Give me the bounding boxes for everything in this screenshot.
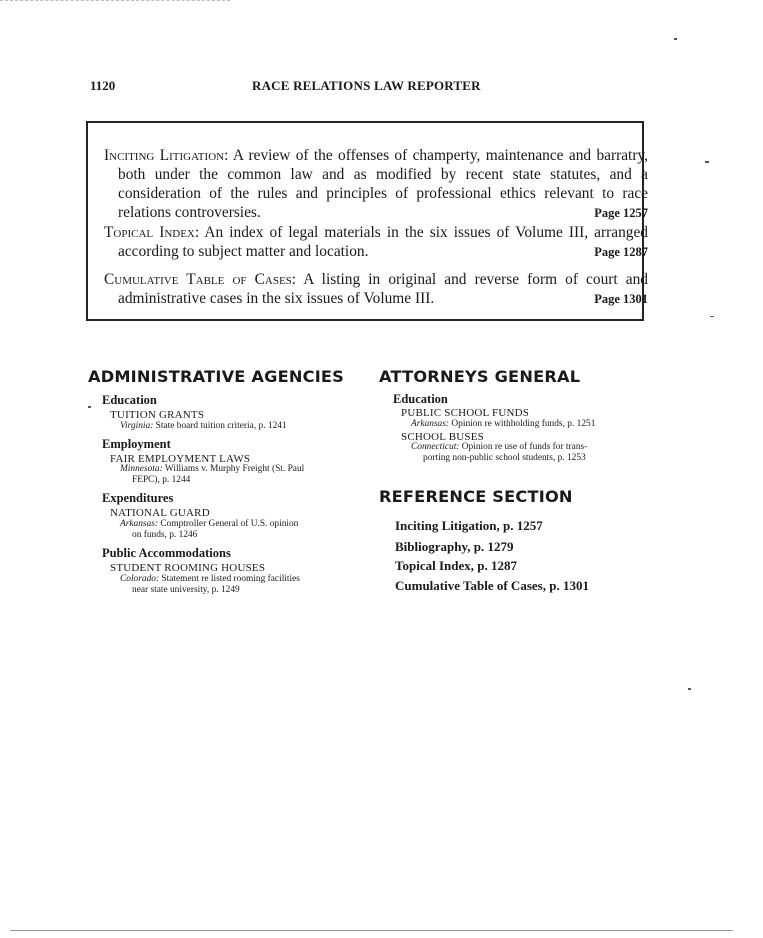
scan-speck — [88, 406, 91, 408]
public-school-funds-subhead: PUBLIC SCHOOL FUNDS — [401, 407, 530, 419]
ref-inciting-litigation: Inciting Litigation, p. 1257 — [395, 518, 543, 533]
connecticut-entry: Connecticut: Opinion re use of funds for trans- — [411, 442, 588, 452]
entry-title: Cumulative Table of Cases — [104, 271, 292, 288]
arkansas-ag-entry: Arkansas: Opinion re withholding funds, p. 1251 — [411, 419, 596, 429]
admin-education-label: Education — [102, 393, 157, 407]
colorado-entry: Colorado: Statement re listed rooming facilities — [120, 574, 300, 584]
entry-title: Inciting Litigation — [104, 147, 225, 164]
box-entry-inciting-litigation — [104, 146, 648, 223]
entry-page: Page 1257 — [594, 206, 648, 220]
feature-box — [86, 121, 648, 321]
scan-speck — [674, 38, 677, 40]
colorado-entry-cont: near state university, p. 1249 — [132, 585, 240, 595]
entry-text: A listing in original and reverse form of court and administrative cases in the six issues of Volume III. — [118, 271, 648, 307]
scan-top-border — [0, 0, 230, 1]
fair-employment-subhead: FAIR EMPLOYMENT LAWS — [110, 453, 251, 465]
ref-bibliography: Bibliography, p. 1279 — [395, 539, 514, 554]
national-guard-subhead: NATIONAL GUARD — [110, 507, 210, 519]
entry-title: Topical Index — [104, 224, 195, 241]
minnesota-entry-cont: FEPC), p. 1244 — [132, 475, 191, 485]
scan-bottom-border — [10, 930, 733, 931]
minnesota-entry: Minnesota: Williams v. Murphy Freight (St. Paul — [120, 464, 305, 474]
ref-cumulative-table: Cumulative Table of Cases, p. 1301 — [395, 578, 589, 593]
tuition-grants-subhead: TUITION GRANTS — [110, 409, 205, 421]
ag-education-label: Education — [393, 392, 448, 406]
entry-sep: : — [291, 271, 297, 288]
ref-topical-index: Topical Index, p. 1287 — [395, 558, 517, 573]
page-number: 1120 — [90, 78, 116, 93]
entry-sep: : — [224, 147, 229, 164]
box-entry-topical-index — [104, 223, 648, 262]
entry-sep: : — [194, 224, 200, 241]
student-rooming-subhead: STUDENT ROOMING HOUSES — [110, 562, 266, 574]
entry-page: Page 1301 — [594, 292, 648, 306]
reference-section-heading: REFERENCE SECTION — [379, 487, 573, 506]
arkansas-expenditure-entry: Arkansas: Comptroller General of U.S. opinion — [120, 519, 299, 529]
admin-public-accommodations-label: Public Accommodations — [102, 546, 231, 560]
virginia-entry: Virginia: State board tuition criteria, p. 1241 — [120, 421, 287, 431]
entry-text: A review of the offenses of champerty, maintenance and barratry, both under the common law and as modified by recent state statutes, and a consideration of the rules and principles of professional ethics relevant to race relations controversies. — [118, 147, 648, 221]
arkansas-expenditure-cont: on funds, p. 1246 — [132, 530, 198, 540]
connecticut-entry-cont: porting non-public school students, p. 1253 — [423, 453, 586, 463]
running-title: RACE RELATIONS LAW REPORTER — [252, 78, 481, 93]
school-buses-subhead: SCHOOL BUSES — [401, 431, 484, 443]
box-entry-cumulative-table — [104, 270, 648, 309]
entry-text: An index of legal materials in the six issues of Volume III, arranged according to subject matter and location. — [118, 224, 648, 260]
attorneys-general-heading: ATTORNEYS GENERAL — [379, 367, 581, 386]
scan-speck — [688, 688, 691, 690]
admin-expenditures-label: Expenditures — [102, 491, 174, 505]
admin-employment-label: Employment — [102, 437, 171, 451]
scan-speck — [705, 161, 709, 163]
scan-speck — [710, 316, 714, 317]
entry-page: Page 1287 — [594, 245, 648, 259]
administrative-agencies-heading: ADMINISTRATIVE AGENCIES — [88, 367, 345, 386]
